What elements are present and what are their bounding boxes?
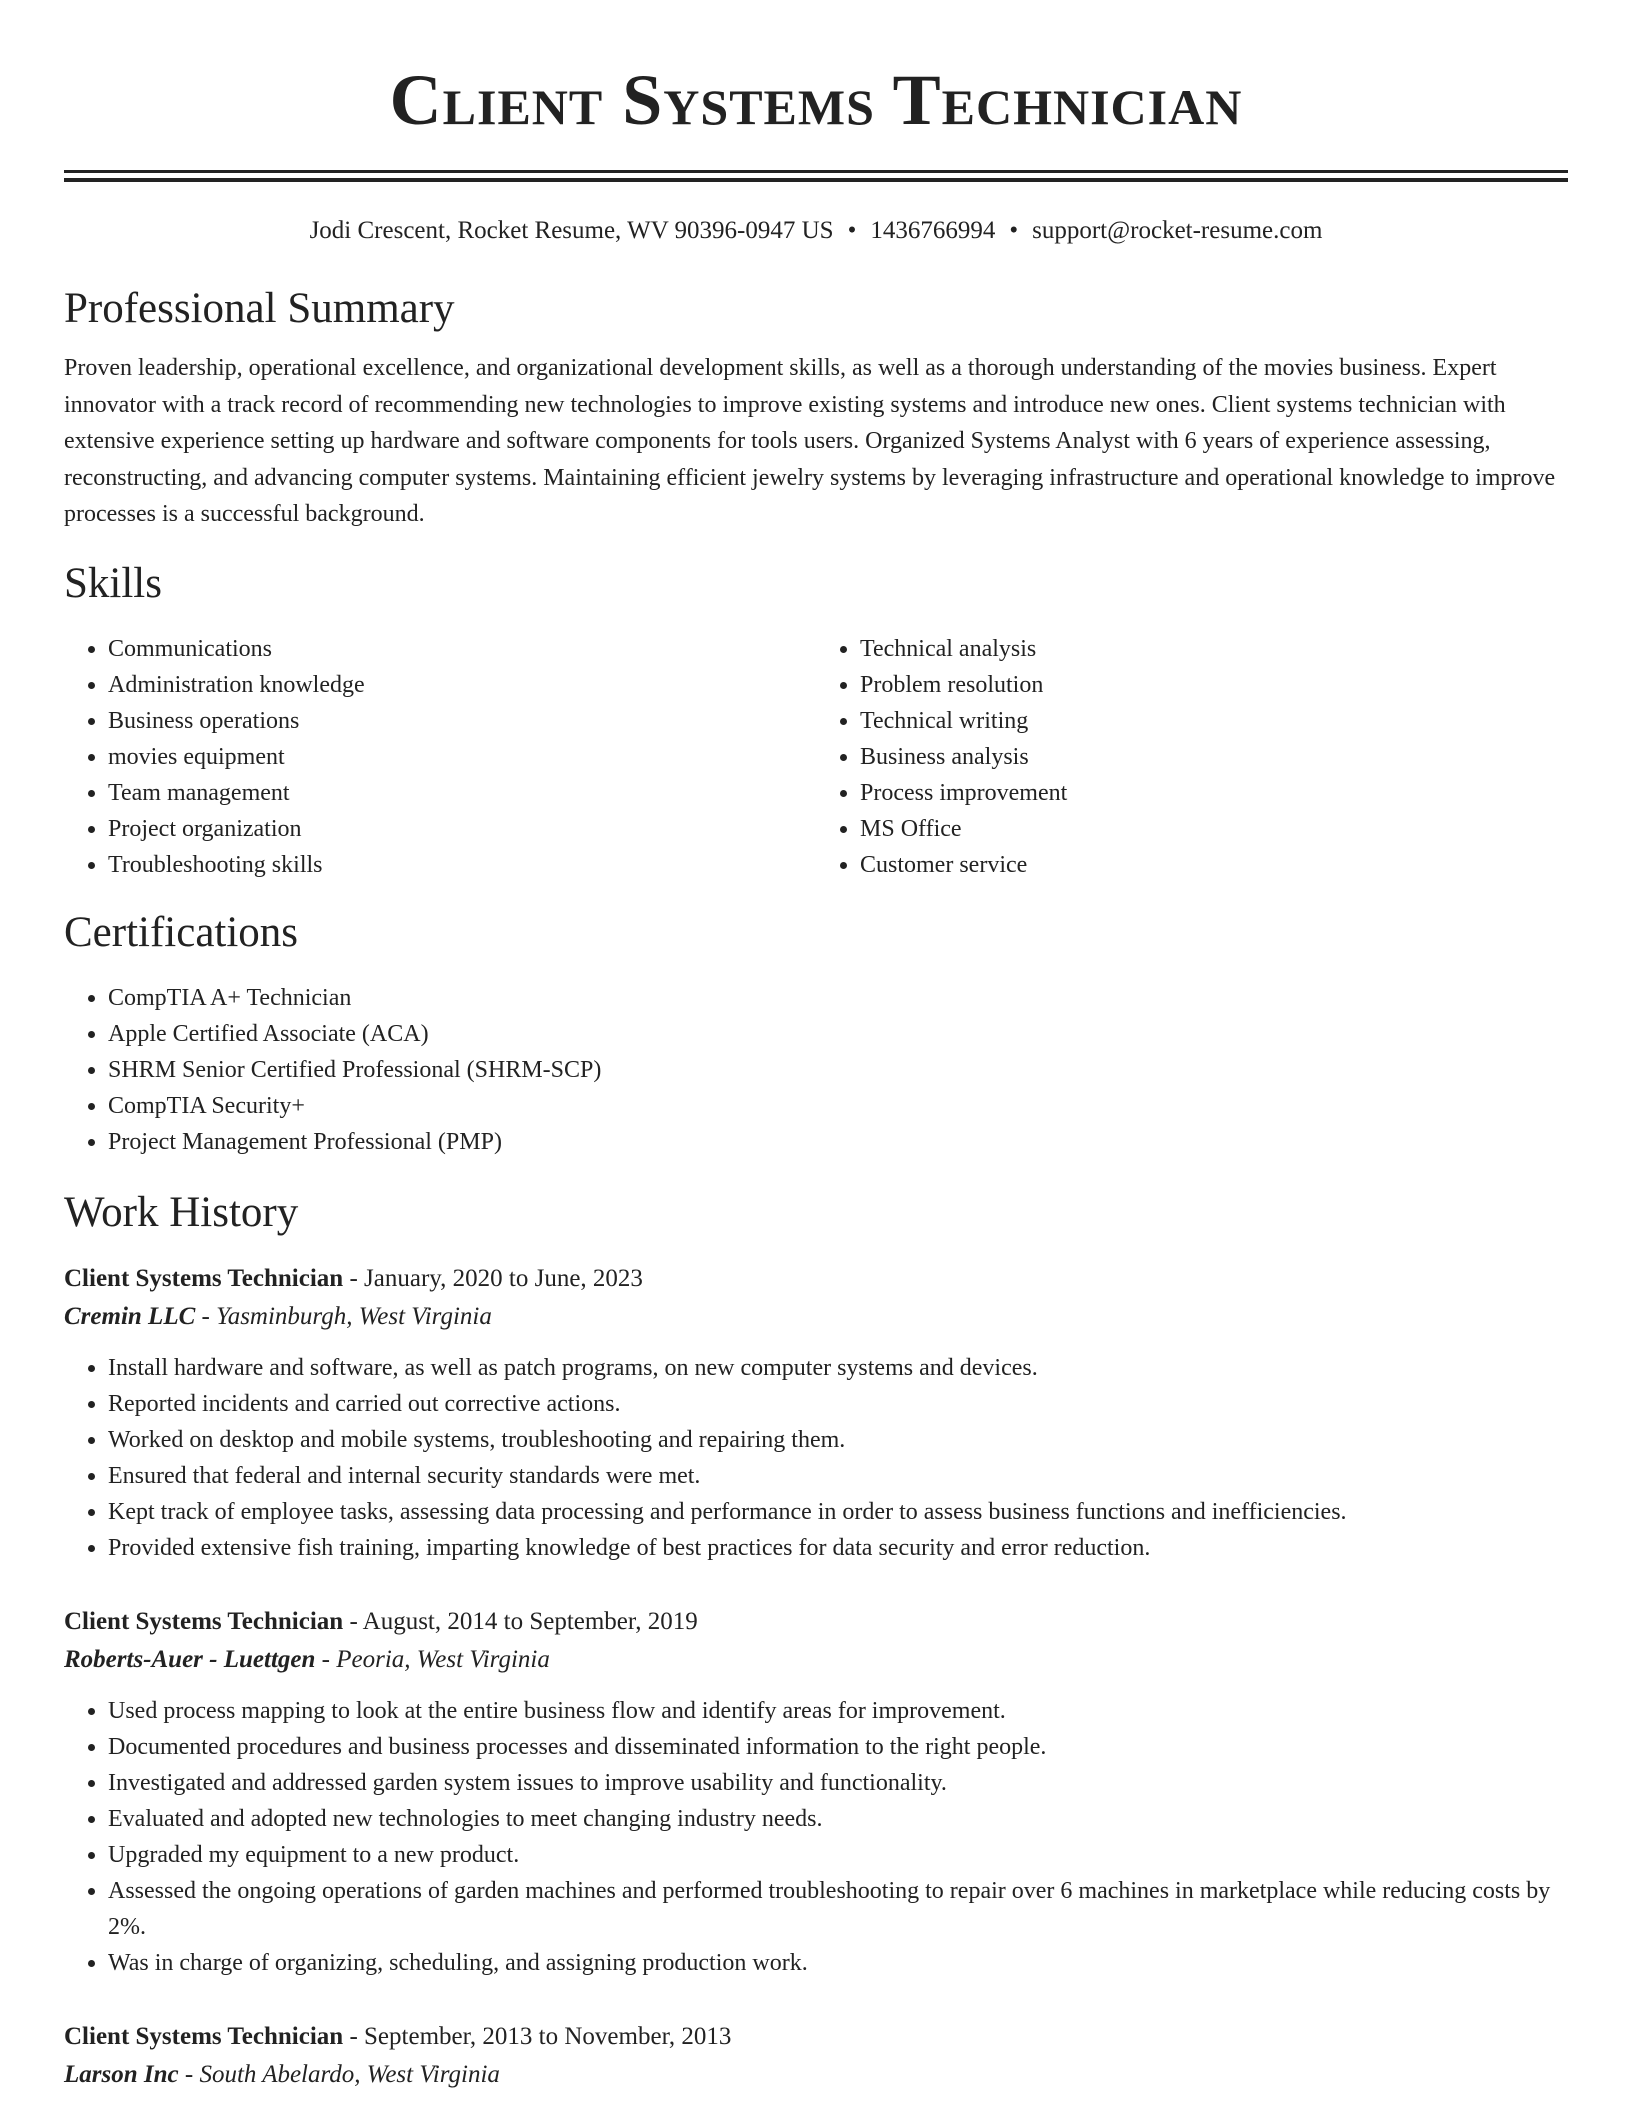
- job-company-line: [64, 1641, 1568, 1679]
- contact-address: Jodi Crescent, Rocket Resume, WV 90396-0947 US: [309, 217, 834, 244]
- job-bullet: • Documented procedures and business processes and disseminated information to the right people.: [108, 1729, 1568, 1765]
- job-bullet: • Was in charge of organizing, scheduling, and assigning production work.: [108, 1945, 1568, 1981]
- contact-phone: 1436766994: [870, 217, 996, 244]
- job-bullet: • Install hardware and software, as well as patch programs, on new computer systems and devices.: [108, 1350, 1568, 1386]
- title-divider: [64, 170, 1568, 182]
- summary-text: Proven leadership, operational excellence, and organizational development skills, as well as a thorough understanding of the movies business. Expert innovator with a track record of recommending new technologies to improve existing systems and introduce new ones. Client systems technician with extensive experience setting up hardware and software components for tools users. Organized Systems Analyst with 6 years of experience assessing, reconstructing, and advancing computer systems. Maintaining efficient jewelry systems by leveraging infrastructure and operational knowledge to improve processes is a successful background.: [64, 355, 1556, 527]
- job-dates: - January, 2020 to June, 2023: [343, 1264, 643, 1292]
- certifications-heading: Certifications: [64, 908, 299, 956]
- certifications-list: [64, 980, 1568, 1160]
- job-title: Client Systems Technician: [64, 1264, 344, 1292]
- job-company-line: [64, 1298, 1568, 1336]
- job-title: Client Systems Technician: [64, 2022, 344, 2050]
- job-location: - Yasminburgh, West Virginia: [195, 1302, 492, 1330]
- work-history-heading: Work History: [64, 1188, 299, 1236]
- certification-item: • Apple Certified Associate (ACA): [108, 1016, 1568, 1052]
- summary-heading: Professional Summary: [64, 285, 455, 332]
- job-bullet: • Evaluated and adopted new technologies to meet changing industry needs.: [108, 1801, 1568, 1837]
- skills-heading: Skills: [64, 559, 162, 607]
- job-entry: [64, 1603, 1568, 1981]
- job-bullets: [64, 1350, 1568, 1566]
- certification-item: • Project Management Professional (PMP): [108, 1124, 1568, 1160]
- job-title-line: [64, 1603, 1568, 1641]
- job-title-line: [64, 2018, 1568, 2056]
- resume-title: Client Systems Technician: [389, 60, 1243, 140]
- job-company: Larson Inc: [64, 2060, 179, 2088]
- certification-item: • CompTIA Security+: [108, 1088, 1568, 1124]
- skills-columns: [64, 631, 1568, 883]
- skills-list-left: [64, 631, 816, 883]
- job-bullet: • Worked on desktop and mobile systems, troubleshooting and repairing them.: [108, 1422, 1568, 1458]
- certification-item: • SHRM Senior Certified Professional (SHRM-SCP): [108, 1052, 1568, 1088]
- job-title-line: [64, 1260, 1568, 1298]
- skill-item: • Technical analysis: [860, 631, 1568, 667]
- job-bullet: • Assessed the ongoing operations of garden machines and performed troubleshooting to repair over 6 machines in marketplace while reducing costs by 2%.: [108, 1873, 1568, 1945]
- job-bullet: • Used process mapping to look at the entire business flow and identify areas for improvement.: [108, 1693, 1568, 1729]
- skill-item: • Team management: [108, 775, 816, 811]
- skill-item: • Technical writing: [860, 703, 1568, 739]
- skill-item: • Process improvement: [860, 775, 1568, 811]
- job-dates: - September, 2013 to November, 2013: [343, 2022, 732, 2050]
- certification-item: • CompTIA A+ Technician: [108, 980, 1568, 1016]
- job-location: - South Abelardo, West Virginia: [178, 2060, 500, 2088]
- skill-item: • Business analysis: [860, 739, 1568, 775]
- job-bullet: • Reported incidents and carried out corrective actions.: [108, 1386, 1568, 1422]
- contact-separator: •: [847, 217, 857, 244]
- job-location: - Peoria, West Virginia: [315, 1645, 550, 1673]
- job-company: Roberts-Auer - Luettgen: [64, 1645, 316, 1673]
- job-bullet: • Provided extensive fish training, imparting knowledge of best practices for data security and error reduction.: [108, 1530, 1568, 1566]
- skills-list-right: [816, 631, 1568, 883]
- skill-item: • Communications: [108, 631, 816, 667]
- job-bullet: • Upgraded my equipment to a new product.: [108, 1837, 1568, 1873]
- job-company-line: [64, 2056, 1568, 2094]
- job-entry: [64, 1260, 1568, 1566]
- job-entry: [64, 2018, 1568, 2094]
- skill-item: • Problem resolution: [860, 667, 1568, 703]
- skill-item: • Customer service: [860, 847, 1568, 883]
- job-bullets: [64, 1693, 1568, 1981]
- job-bullet: • Kept track of employee tasks, assessing data processing and performance in order to assess business functions and inefficiencies.: [108, 1494, 1568, 1530]
- contact-email[interactable]: support@rocket-resume.com: [1032, 217, 1323, 244]
- resume-page: [64, 0, 1568, 2094]
- skill-item: • movies equipment: [108, 739, 816, 775]
- job-bullet: • Ensured that federal and internal security standards were met.: [108, 1458, 1568, 1494]
- job-company: Cremin LLC: [64, 1302, 196, 1330]
- job-dates: - August, 2014 to September, 2019: [343, 1607, 698, 1635]
- skill-item: • Troubleshooting skills: [108, 847, 816, 883]
- skill-item: • Business operations: [108, 703, 816, 739]
- job-bullet: • Investigated and addressed garden system issues to improve usability and functionality.: [108, 1765, 1568, 1801]
- skill-item: • Administration knowledge: [108, 667, 816, 703]
- job-title: Client Systems Technician: [64, 1607, 344, 1635]
- skill-item: • Project organization: [108, 811, 816, 847]
- skill-item: • MS Office: [860, 811, 1568, 847]
- contact-separator: •: [1009, 217, 1019, 244]
- contact-line: [64, 216, 1568, 246]
